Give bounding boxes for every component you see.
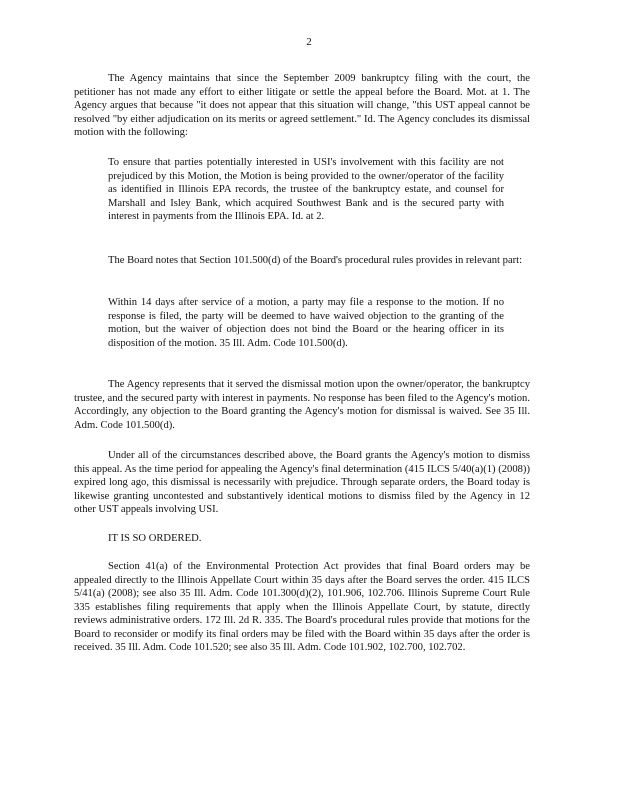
paragraph-agency-maintains: The Agency maintains that since the September 2009 bankruptcy filing with the court, the petitioner has not made any effort to either litigate or settle the appeal before the Board. Mot. at 1. The Agency argues that because "it does not appear that this situation will change, "this UST appeal cannot be resolved "by either adjudication on its merits or agreed settlement." Id. The Agency concludes its dismissal motion with the following: bbox=[74, 73, 530, 138]
paragraph-board-notes: The Board notes that Section 101.500(d) of the Board's procedural rules provides in relevant part: bbox=[108, 255, 523, 266]
block-quote-motion: To ensure that parties potentially interested in USI's involvement with this facility are not prejudiced by this Motion, the Motion is being provided to the owner/operator of the facility as identified in Illinois EPA records, the trustee of the bankruptcy estate, and counsel for Marshall and Isley Bank, which acquired Southwest Bank and is the secured party with interest in payments from the Illinois EPA. Id. at 2. bbox=[108, 157, 504, 222]
page-number: 2 bbox=[306, 36, 312, 48]
paragraph-circumstances: Under all of the circumstances described above, the Board grants the Agency's motion to dismiss this appeal. As the time period for appealing the Agency's final determination (415 ILCS 5/40(a)(1) (2008)) expired long ago, this dismissal is necessarily with prejudice. Through separate orders, the Board today is likewise granting uncontested and substantively identical motions to dismiss filed by the Agency in 12 other UST appeals involving USI. bbox=[74, 450, 530, 515]
paragraph-appeal-rights: Section 41(a) of the Environmental Protection Act provides that final Board orders may be appealed directly to the Illinois Appellate Court within 35 days after the Board serves the order. 415 ILCS 5/41(a) (2008); see also 35 Ill. Adm. Code 101.300(d)(2), 101.906, 102.706. Illinois Supreme Court Rule 335 establishes filing requirements that apply when the Illinois Appellate Court, by statute, directly reviews administrative orders. 172 Ill. 2d R. 335. The Board's procedural rules provide that motions for the Board to reconsider or modify its final orders may be filed with the Board within 35 days after the order is received. 35 Ill. Adm. Code 101.520; see also 35 Ill. Adm. Code 101.902, 102.700, 102.702. bbox=[74, 561, 530, 653]
block-quote-rule: Within 14 days after service of a motion, a party may file a response to the motion. If no response is filed, the party will be deemed to have waived objection to the granting of the motion, but the waiver of objection does not bind the Board or the hearing officer in its disposition of the motion. 35 Ill. Adm. Code 101.500(d). bbox=[108, 297, 504, 349]
order-statement: IT IS SO ORDERED. bbox=[108, 533, 202, 544]
paragraph-agency-represents: The Agency represents that it served the dismissal motion upon the owner/operator, the bankruptcy trustee, and the secured party with interest in payments. No response has been filed to the Agency's motion. Accordingly, any objection to the Board granting the Agency's motion for dismissal is waived. See 35 Ill. Adm. Code 101.500(d). bbox=[74, 379, 530, 431]
